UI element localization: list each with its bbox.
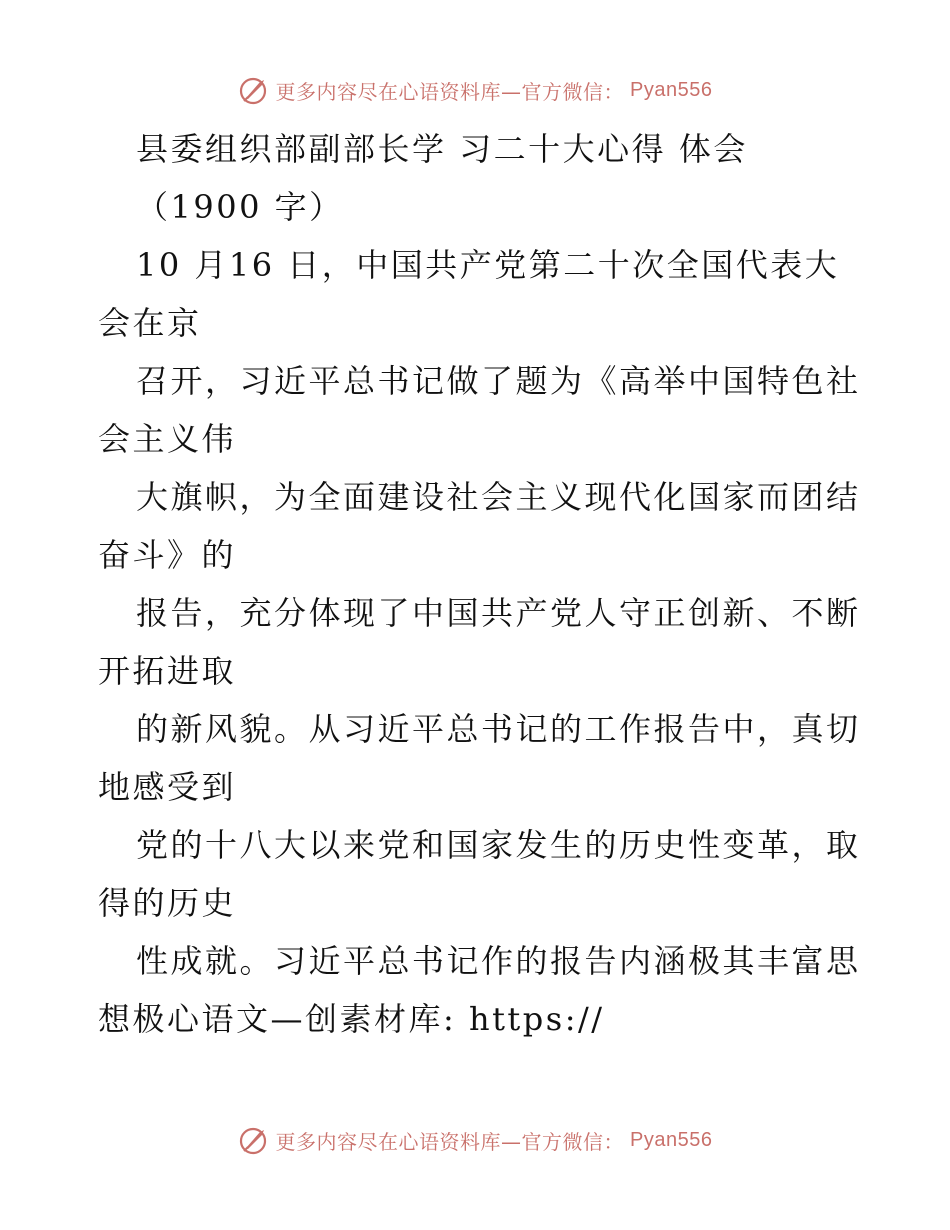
text-line: （1900 字） xyxy=(136,188,344,226)
text-line: 的新风貌。从习近平总书记的工作报告中，真切 xyxy=(136,710,861,748)
text-line: 开拓进取 xyxy=(98,652,237,690)
text-line: 得的历史 xyxy=(98,884,237,922)
text-line: 10 月16 日，中国共产党第二十次全国代表大 xyxy=(136,246,840,284)
text-line: 会主义伟 xyxy=(98,420,237,458)
text-line: 性成就。习近平总书记作的报告内涵极其丰富思 xyxy=(136,942,861,980)
text-line: 想极心语文—创素材库: https:// xyxy=(98,1000,605,1038)
watermark-text: 更多内容尽在心语资料库—官方微信： xyxy=(275,79,625,104)
text-line: 党的十八大以来党和国家发生的历史性变革，取 xyxy=(136,826,861,864)
text-line: 会在京 xyxy=(98,304,202,342)
quill-pen-logo-icon xyxy=(238,1124,270,1156)
text-line: 报告，充分体现了中国共产党人守正创新、不断 xyxy=(136,594,861,632)
header-watermark xyxy=(0,70,950,110)
footer-watermark xyxy=(0,1120,950,1160)
watermark-id: Pyan556 xyxy=(630,1128,713,1151)
document-body xyxy=(98,120,861,1048)
text-line: 奋斗》的 xyxy=(98,536,237,574)
text-line: 县委组织部副部长学 习二十大心得 体会 xyxy=(136,130,748,168)
text-line: 大旗帜，为全面建设社会主义现代化国家而团结 xyxy=(136,478,861,516)
quill-pen-logo-icon xyxy=(238,74,270,106)
text-line: 地感受到 xyxy=(98,768,237,806)
watermark-id: Pyan556 xyxy=(630,78,713,101)
text-line: 召开，习近平总书记做了题为《高举中国特色社 xyxy=(136,362,861,400)
watermark-text: 更多内容尽在心语资料库—官方微信： xyxy=(275,1129,625,1154)
